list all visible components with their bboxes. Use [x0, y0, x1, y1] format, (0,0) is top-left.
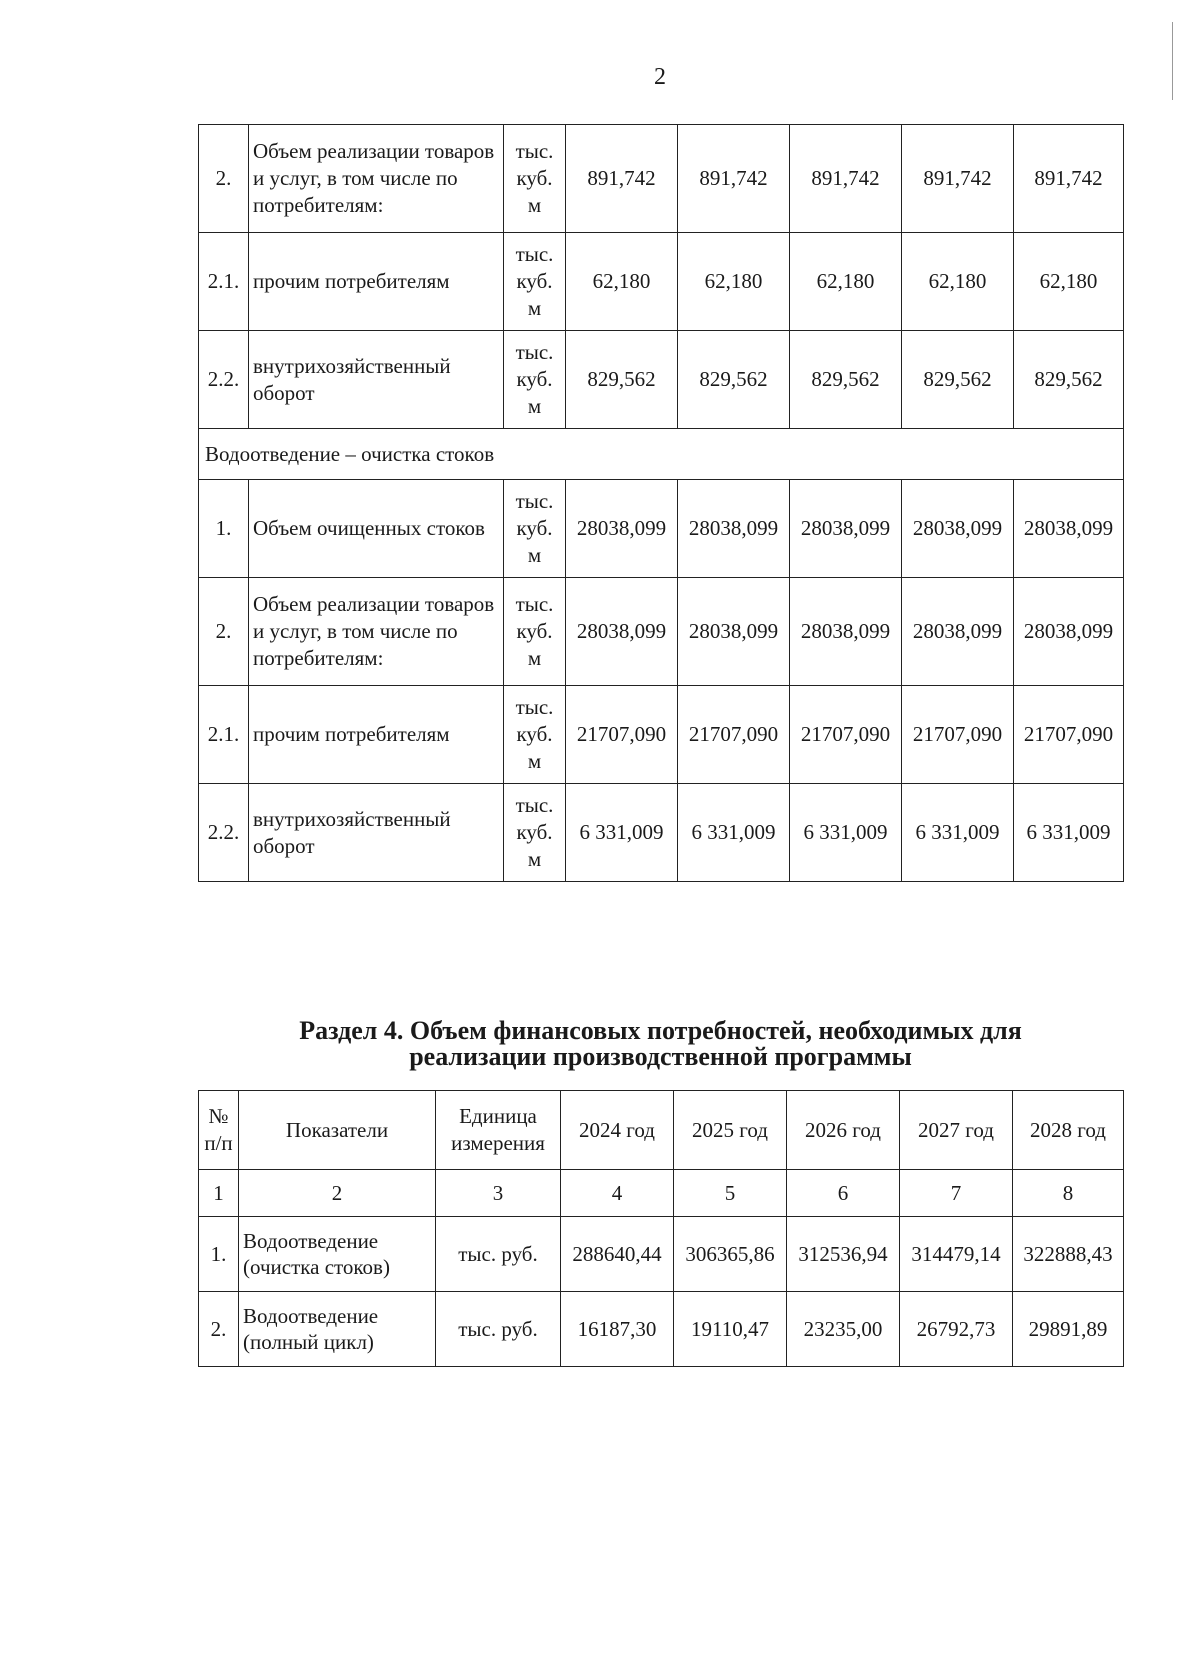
column-number: 3: [436, 1170, 561, 1217]
row-unit: тыс. руб.: [436, 1217, 561, 1292]
row-value: 28038,099: [678, 480, 790, 578]
row-value: 19110,47: [674, 1292, 787, 1367]
row-value: 62,180: [678, 233, 790, 331]
column-number: 1: [199, 1170, 239, 1217]
row-number: 2.2.: [199, 331, 249, 429]
row-value: 28038,099: [902, 578, 1014, 686]
row-value: 6 331,009: [790, 784, 902, 882]
table-row: [199, 233, 1124, 331]
row-value: 829,562: [790, 331, 902, 429]
row-name: внутрихозяйственный оборот: [249, 784, 504, 882]
row-value: 21707,090: [790, 686, 902, 784]
row-value: 28038,099: [1014, 480, 1124, 578]
column-header: 2026 год: [787, 1091, 900, 1170]
row-value: 62,180: [1014, 233, 1124, 331]
column-number: 2: [239, 1170, 436, 1217]
row-value: 6 331,009: [678, 784, 790, 882]
row-unit: тыс. куб. м: [504, 125, 566, 233]
row-value: 306365,86: [674, 1217, 787, 1292]
row-value: 26792,73: [900, 1292, 1013, 1367]
table-row: [199, 480, 1124, 578]
row-number: 2.1.: [199, 686, 249, 784]
row-unit: тыс. куб. м: [504, 480, 566, 578]
page-number: 2: [654, 64, 666, 90]
row-value: 288640,44: [561, 1217, 674, 1292]
row-value: 29891,89: [1013, 1292, 1124, 1367]
row-value: 62,180: [790, 233, 902, 331]
row-name: Объем реализации товаров и услуг, в том числе по потребителям:: [249, 125, 504, 233]
column-header: № п/п: [199, 1091, 239, 1170]
row-value: 891,742: [566, 125, 678, 233]
row-unit: тыс. куб. м: [504, 331, 566, 429]
table-row: [199, 578, 1124, 686]
header-row: [199, 1091, 1124, 1170]
row-value: 891,742: [790, 125, 902, 233]
row-name: Объем реализации товаров и услуг, в том числе по потребителям:: [249, 578, 504, 686]
heading-line-2: реализации производственной программы: [409, 1042, 912, 1071]
section-row: [199, 429, 1124, 480]
row-number: 2.: [199, 125, 249, 233]
row-value: 6 331,009: [1014, 784, 1124, 882]
column-number: 8: [1013, 1170, 1124, 1217]
scan-edge-mark: [1172, 22, 1173, 100]
row-value: 891,742: [678, 125, 790, 233]
column-number: 4: [561, 1170, 674, 1217]
row-value: 6 331,009: [566, 784, 678, 882]
row-value: 16187,30: [561, 1292, 674, 1367]
row-number: 2.2.: [199, 784, 249, 882]
row-value: 312536,94: [787, 1217, 900, 1292]
column-header: 2027 год: [900, 1091, 1013, 1170]
row-value: 62,180: [566, 233, 678, 331]
row-value: 28038,099: [790, 480, 902, 578]
row-unit: тыс. куб. м: [504, 686, 566, 784]
column-number: 5: [674, 1170, 787, 1217]
column-number-row: [199, 1170, 1124, 1217]
table-row: [199, 686, 1124, 784]
row-number: 2.1.: [199, 233, 249, 331]
row-name: внутрихозяйственный оборот: [249, 331, 504, 429]
row-value: 21707,090: [1014, 686, 1124, 784]
row-number: 2.: [199, 1292, 239, 1367]
row-value: 829,562: [1014, 331, 1124, 429]
volume-table: [198, 124, 1124, 882]
table-row: [199, 125, 1124, 233]
row-value: 23235,00: [787, 1292, 900, 1367]
row-unit: тыс. куб. м: [504, 578, 566, 686]
column-header: 2025 год: [674, 1091, 787, 1170]
row-value: 28038,099: [1014, 578, 1124, 686]
row-value: 322888,43: [1013, 1217, 1124, 1292]
column-number: 7: [900, 1170, 1013, 1217]
row-value: 28038,099: [678, 578, 790, 686]
row-value: 28038,099: [566, 480, 678, 578]
row-unit: тыс. куб. м: [504, 784, 566, 882]
row-value: 21707,090: [566, 686, 678, 784]
column-header: 2024 год: [561, 1091, 674, 1170]
table-row: [199, 331, 1124, 429]
section-heading: [198, 1018, 1123, 1070]
row-number: 2.: [199, 578, 249, 686]
row-value: 829,562: [902, 331, 1014, 429]
row-value: 28038,099: [566, 578, 678, 686]
row-name: Объем очищенных стоков: [249, 480, 504, 578]
row-value: 829,562: [678, 331, 790, 429]
row-number: 1.: [199, 480, 249, 578]
table-row: [199, 1292, 1124, 1367]
heading-line-1: Раздел 4. Объем финансовых потребностей, необходимых для: [299, 1016, 1022, 1045]
table-row: [199, 1217, 1124, 1292]
row-value: 314479,14: [900, 1217, 1013, 1292]
row-unit: тыс. куб. м: [504, 233, 566, 331]
row-value: 28038,099: [902, 480, 1014, 578]
section-title: Водоотведение – очистка стоков: [199, 429, 1124, 480]
row-name: прочим потребителям: [249, 233, 504, 331]
row-value: 829,562: [566, 331, 678, 429]
row-value: 891,742: [902, 125, 1014, 233]
column-header: 2028 год: [1013, 1091, 1124, 1170]
row-value: 6 331,009: [902, 784, 1014, 882]
row-value: 891,742: [1014, 125, 1124, 233]
row-number: 1.: [199, 1217, 239, 1292]
row-value: 28038,099: [790, 578, 902, 686]
row-value: 62,180: [902, 233, 1014, 331]
column-header: Единица измерения: [436, 1091, 561, 1170]
column-number: 6: [787, 1170, 900, 1217]
row-value: 21707,090: [678, 686, 790, 784]
row-unit: тыс. руб.: [436, 1292, 561, 1367]
table-row: [199, 784, 1124, 882]
row-value: 21707,090: [902, 686, 1014, 784]
row-name: прочим потребителям: [249, 686, 504, 784]
finance-table: [198, 1090, 1124, 1367]
column-header: Показатели: [239, 1091, 436, 1170]
row-name: Водоотведение (полный цикл): [239, 1292, 436, 1367]
row-name: Водоотведение (очистка стоков): [239, 1217, 436, 1292]
